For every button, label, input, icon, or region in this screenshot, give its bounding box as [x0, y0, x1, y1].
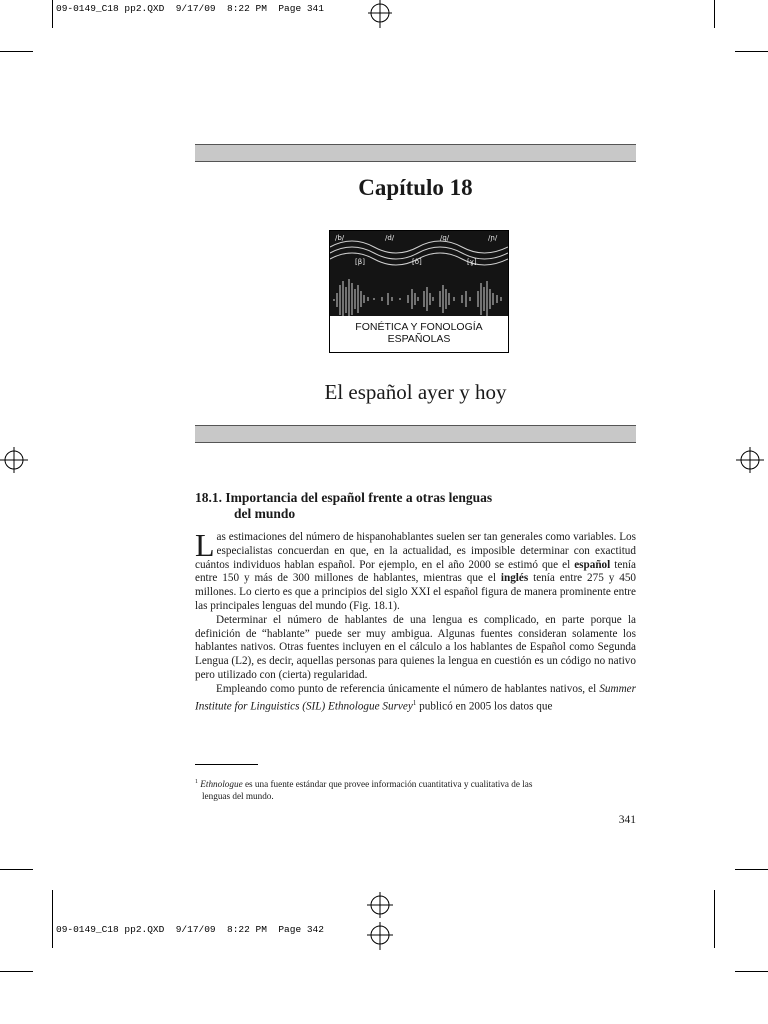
slug-bottom: 09-0149_C18 pp2.QXD 9/17/09 8:22 PM Page 342 — [56, 924, 324, 935]
section-heading — [195, 490, 636, 522]
crop-mark — [52, 890, 53, 948]
bold-term: español — [574, 558, 611, 571]
body-text — [195, 527, 637, 714]
paragraph-text: as estimaciones del número de hispanohablantes suelen ser tan generales como variables. Los especialistas concuerdan en que, en la actualidad, es imposible determinar con exactitud cuántos individuos hablan español. Por ejemplo, en el año 2000 se estimó que el — [195, 531, 636, 571]
logo-allophone: [β] — [355, 258, 365, 266]
paragraph-text: Empleando como punto de referencia únicamente el número de hablantes nativos, el — [216, 682, 600, 695]
footnote-mark: 1 — [195, 779, 198, 785]
registration-mark-icon — [367, 892, 393, 918]
footnote-text: lenguas del mundo. — [202, 791, 274, 802]
section-title-line: Importancia del español frente a otras lenguas — [225, 490, 493, 505]
footnote-ref[interactable]: 1 — [412, 698, 417, 707]
registration-mark-icon — [367, 922, 393, 950]
paragraph-text: tenía entre 275 y 450 millones. Lo cierto es que a principios del siglo XXI el español figura de manera prominente entre las principales lenguas del mundo (Fig. 18.1). — [195, 572, 637, 612]
section-title-line: del mundo — [234, 506, 296, 521]
crop-mark — [714, 0, 715, 28]
crop-mark — [0, 51, 33, 52]
bold-term: inglés — [500, 572, 529, 585]
logo-allophone: [ɣ] — [467, 258, 477, 266]
logo-title-line: ESPAÑOLAS — [387, 333, 451, 345]
logo-title — [330, 321, 508, 345]
slug-top: 09-0149_C18 pp2.QXD 9/17/09 8:22 PM Page 341 — [56, 3, 324, 14]
logo-phoneme: /b/ — [335, 234, 345, 242]
logo-phoneme: /d/ — [385, 234, 395, 242]
italic-term: Summer Institute for Linguistics (SIL) Ethnologue Survey — [195, 682, 636, 713]
paragraph — [195, 527, 637, 614]
logo-panel — [330, 231, 508, 316]
paragraph-text: publicó en 2005 los datos que — [416, 700, 553, 713]
chapter-subtitle: El español ayer y hoy — [324, 380, 507, 404]
footnote — [195, 776, 636, 802]
registration-mark-icon — [0, 446, 28, 474]
waveform-icon — [330, 231, 508, 316]
chapter-top-bar — [195, 144, 636, 162]
chapter-bottom-bar — [195, 425, 636, 443]
crop-mark — [735, 971, 768, 972]
drop-cap: L — [195, 527, 215, 563]
logo-phoneme: /ɲ/ — [488, 234, 498, 242]
registration-mark-icon — [367, 0, 393, 30]
book-logo — [329, 230, 509, 353]
logo-allophone: [ð] — [412, 258, 422, 266]
crop-mark — [735, 51, 768, 52]
paragraph — [195, 683, 636, 714]
crop-mark — [0, 869, 33, 870]
crop-mark — [735, 869, 768, 870]
logo-title-line: FONÉTICA Y FONOLOGÍA — [355, 321, 483, 333]
paragraph-text: tenía entre 150 y más de 300 millones de hablantes, mientras que el — [195, 558, 636, 585]
logo-phoneme: /g/ — [440, 234, 450, 242]
footnote-rule — [195, 764, 258, 765]
footnote-text: es una fuente estándar que provee información cuantitativa y cualitativa de las — [242, 779, 533, 790]
footnote-term: Ethnologue — [200, 779, 243, 790]
crop-mark — [0, 971, 33, 972]
crop-mark — [52, 0, 53, 28]
page-number: 341 — [618, 814, 636, 826]
paragraph: Determinar el número de hablantes de una lengua es complicado, en parte porque la definición de “hablante” puede ser muy ambigua. Algunas fuentes consideran solamente los hablantes nativos. Otras fuentes incluyen en el cálculo a los hablantes de Español como Segunda Lengua (L2), es decir, aquellas personas para quienes la lengua en cuestión es un código no nativo pero utilizado con (cierta) regularidad. — [195, 613, 636, 681]
registration-mark-icon — [736, 446, 764, 474]
section-number: 18.1. — [195, 490, 222, 505]
chapter-label: Capítulo 18 — [358, 175, 473, 200]
crop-mark — [714, 890, 715, 948]
